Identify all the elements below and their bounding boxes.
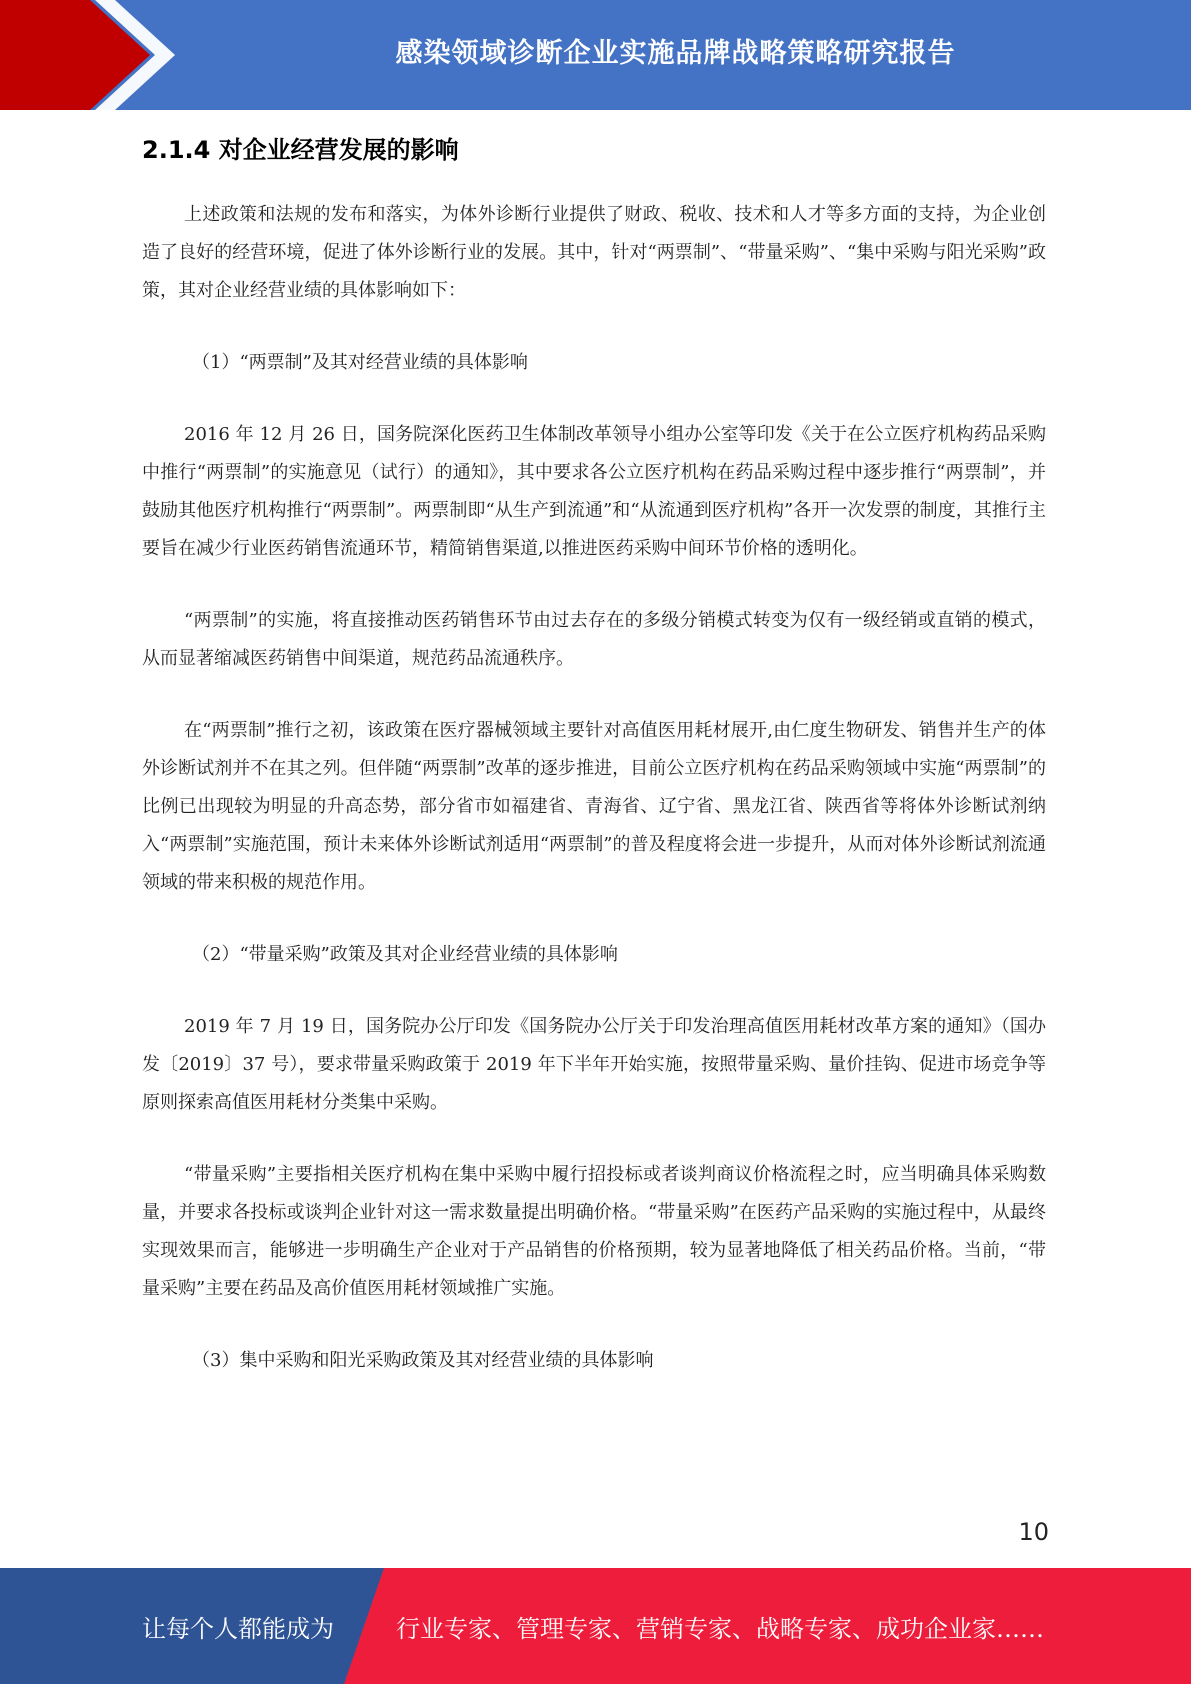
main-content — [142, 130, 1046, 1380]
subheading-two-invoice: （1）“两票制”及其对经营业绩的具体影响 — [192, 352, 528, 373]
paragraph-volume-effect: “带量采购”主要指相关医疗机构在集中采购中履行招投标或者谈判商议价格流程之时，应当明确具体采购数量，并要求各投标或谈判企业针对这一需求数量提出明确价格。“带量采购”在医药产品采购的实施过程中，从最终实现效果而言，能够进一步明确生产企业对于产品销售的价格预期，较为显著地降低了相关药品价格。当前，“带量采购”主要在药品及高价值医用耗材领域推广实施。 — [142, 1164, 1046, 1299]
footer-slogan-right: 行业专家、管理专家、营销专家、战略专家、成功企业家…… — [396, 1614, 1044, 1643]
section-heading: 2.1.4 对企业经营发展的影响 — [142, 136, 459, 164]
footer-slogan-left: 让每个人都能成为 — [142, 1614, 334, 1643]
page-header — [0, 0, 1191, 110]
page-number: 10 — [1018, 1518, 1049, 1546]
subheading-centralized-procurement: （3）集中采购和阳光采购政策及其对经营业绩的具体影响 — [192, 1350, 654, 1371]
paragraph-two-invoice-policy: 2016 年 12 月 26 日，国务院深化医药卫生体制改革领导小组办公室等印发《关于在公立医疗机构药品采购中推行“两票制”的实施意见（试行）的通知》，其中要求各公立医疗机构在药品采购过程中逐步推行“两票制”，并鼓励其他医疗机构推行“两票制”。两票制即“从生产到流通”和“从流通到医疗机构”各开一次发票的制度，其推行主要旨在减少行业医药销售流通环节，精简销售渠道,以推进医药采购中间环节价格的透明化。 — [142, 424, 1046, 559]
report-title: 感染领域诊断企业实施品牌战略策略研究报告 — [395, 37, 956, 69]
subheading-volume-procurement: （2）“带量采购”政策及其对企业经营业绩的具体影响 — [192, 944, 618, 965]
paragraph-volume-policy: 2019 年 7 月 19 日，国务院办公厅印发《国务院办公厅关于印发治理高值医用耗材改革方案的通知》（国办发〔2019〕37 号），要求带量采购政策于 2019 年下半年开始实施，按照带量采购、量价挂钩、促进市场竞争等原则探索高值医用耗材分类集中采购。 — [142, 1016, 1046, 1113]
paragraph-two-invoice-ivd: 在“两票制”推行之初，该政策在医疗器械领域主要针对高值医用耗材展开,由仁度生物研发、销售并生产的体外诊断试剂并不在其之列。但伴随“两票制”改革的逐步推进，目前公立医疗机构在药品采购领域中实施“两票制”的比例已出现较为明显的升高态势，部分省市如福建省、青海省、辽宁省、黑龙江省、陕西省等将体外诊断试剂纳入“两票制”实施范围，预计未来体外诊断试剂适用“两票制”的普及程度将会进一步提升，从而对体外诊断试剂流通领域的带来积极的规范作用。 — [142, 720, 1046, 893]
page-footer — [0, 1568, 1191, 1684]
paragraph-intro: 上述政策和法规的发布和落实，为体外诊断行业提供了财政、税收、技术和人才等多方面的支持，为企业创造了良好的经营环境，促进了体外诊断行业的发展。其中，针对“两票制”、“带量采购”、“集中采购与阳光采购”政策，其对企业经营业绩的具体影响如下： — [142, 204, 1046, 301]
chevron-arrow-icon — [0, 0, 200, 110]
paragraph-two-invoice-effect: “两票制”的实施，将直接推动医药销售环节由过去存在的多级分销模式转变为仅有一级经销或直销的模式，从而显著缩减医药销售中间渠道，规范药品流通秩序。 — [142, 610, 1046, 669]
